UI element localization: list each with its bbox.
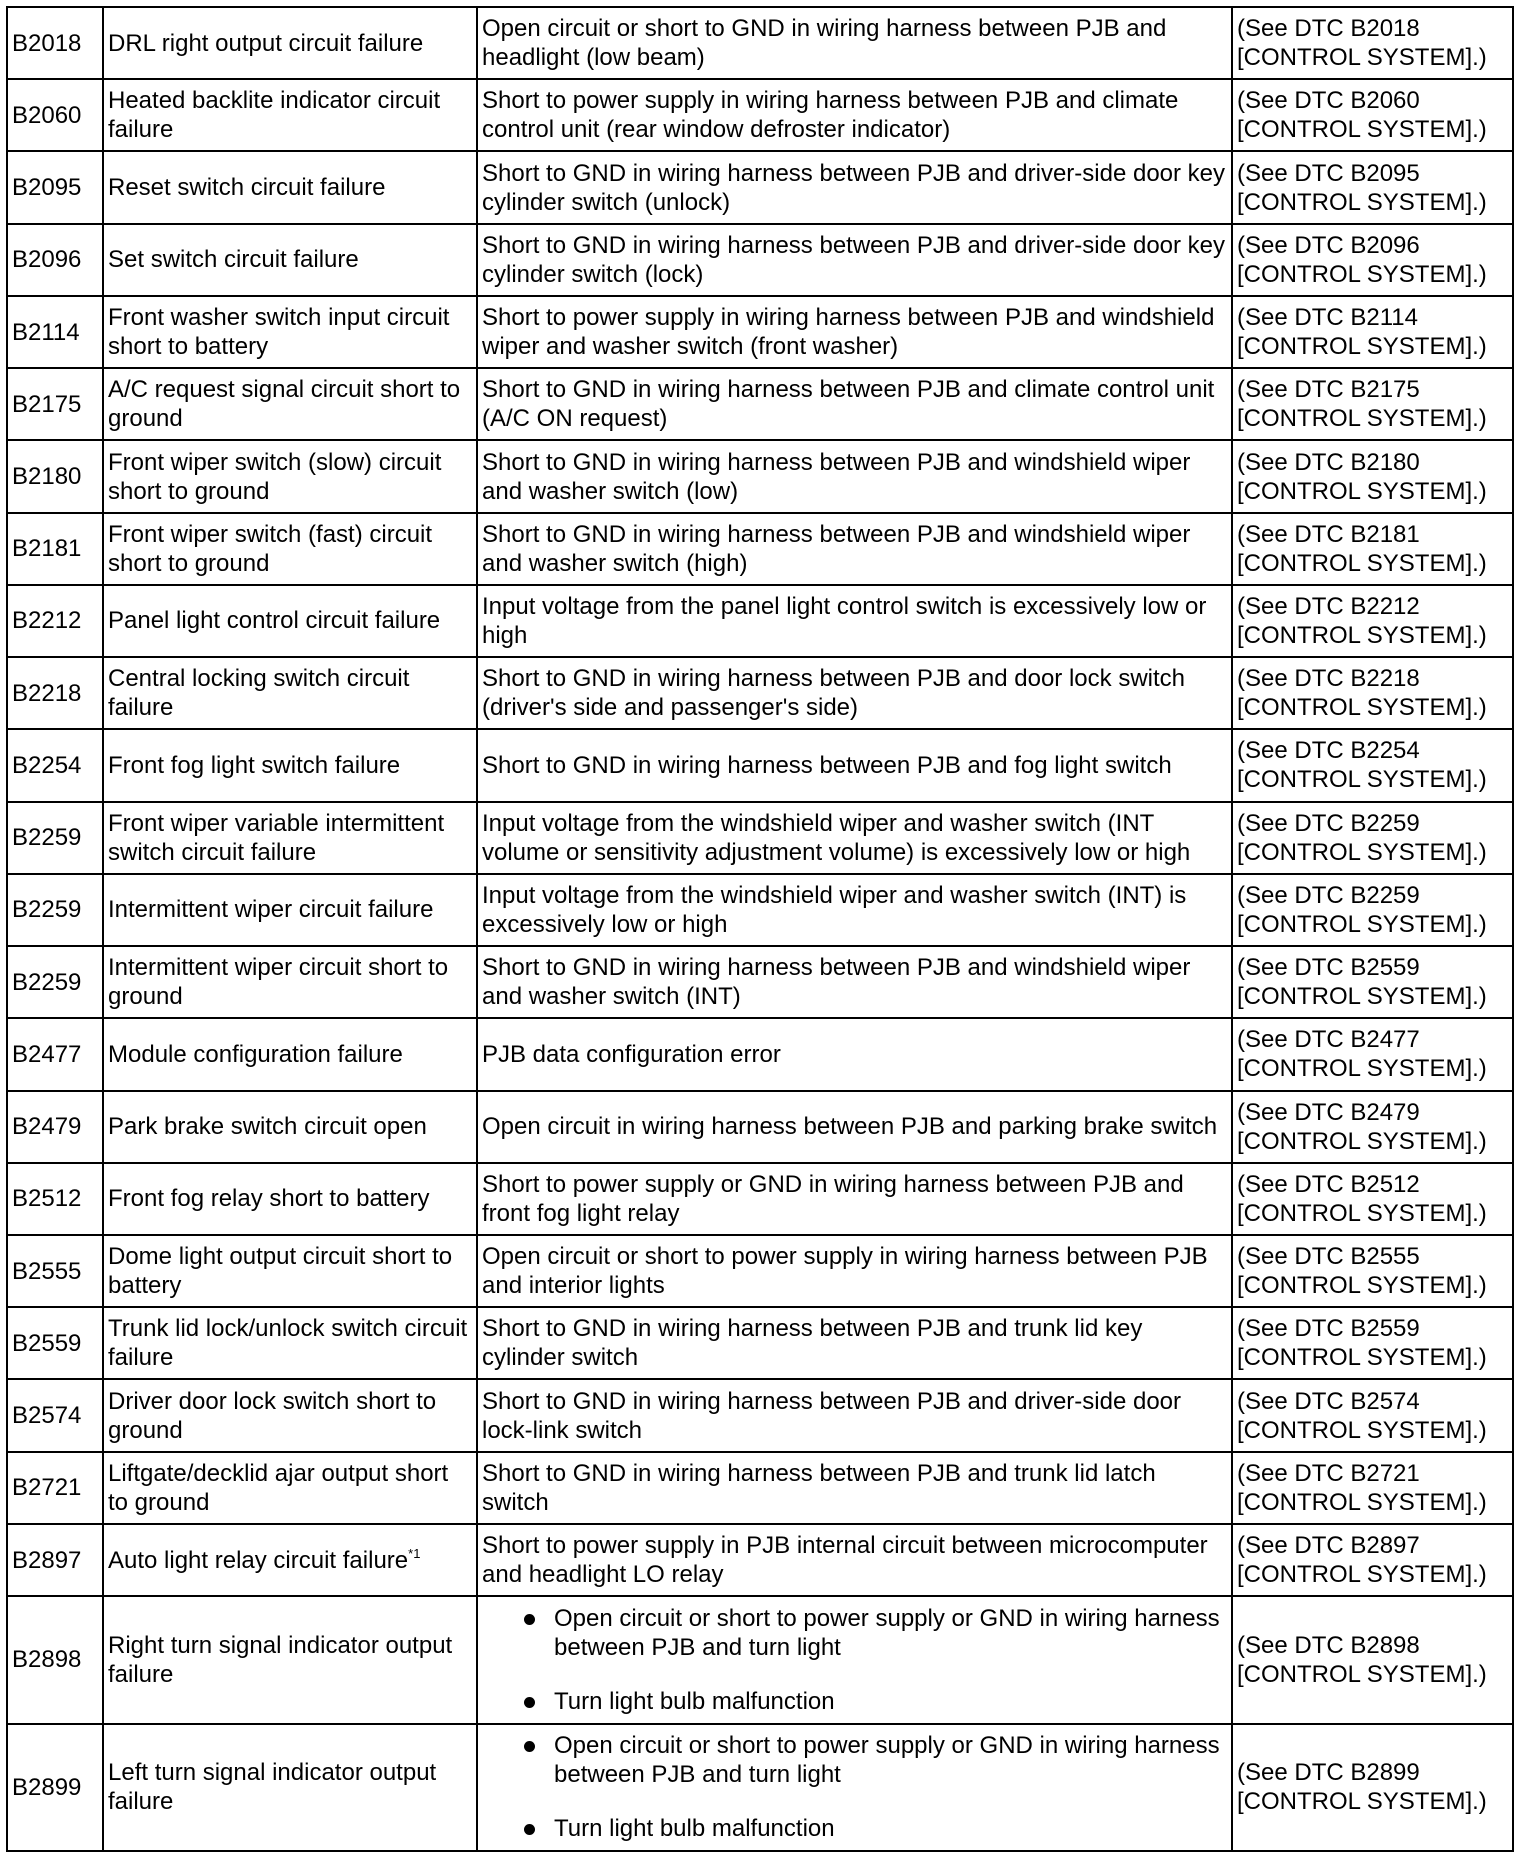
dtc-description-text: Park brake switch circuit open — [108, 1113, 427, 1141]
dtc-description — [103, 79, 477, 151]
possible-cause: Short to power supply in wiring harness between PJB and climate control unit (rear window defroster indicator) — [477, 79, 1232, 151]
table-row — [7, 1379, 1513, 1451]
dtc-description-text: Auto light relay circuit failure — [108, 1546, 409, 1574]
dtc-description-text: Central locking switch circuit failure — [108, 665, 410, 722]
possible-cause: Input voltage from the windshield wiper and washer switch (INT volume or sensitivity adjustment volume) is excessively low or high — [477, 802, 1232, 874]
possible-cause: Short to GND in wiring harness between PJB and door lock switch (driver's side and passenger's side) — [477, 657, 1232, 729]
cause-text: Turn light bulb malfunction — [554, 1687, 835, 1715]
dtc-description-text: A/C request signal circuit short to ground — [108, 376, 461, 433]
table-row — [7, 513, 1513, 585]
reference-link: (See DTC B2175 [CONTROL SYSTEM].) — [1232, 368, 1513, 440]
possible-cause: Short to GND in wiring harness between PJB and windshield wiper and washer switch (INT) — [477, 946, 1232, 1018]
reference-link: (See DTC B2477 [CONTROL SYSTEM].) — [1232, 1018, 1513, 1090]
dtc-table — [6, 6, 1514, 1852]
dtc-code: B2254 — [7, 729, 103, 801]
dtc-description — [103, 1379, 477, 1451]
dtc-description — [103, 296, 477, 368]
table-row — [7, 440, 1513, 512]
dtc-code: B2060 — [7, 79, 103, 151]
reference-link: (See DTC B2897 [CONTROL SYSTEM].) — [1232, 1524, 1513, 1596]
reference-link: (See DTC B2899 [CONTROL SYSTEM].) — [1232, 1724, 1513, 1851]
dtc-description — [103, 1163, 477, 1235]
table-row — [7, 1596, 1513, 1723]
table-row — [7, 1235, 1513, 1307]
reference-link: (See DTC B2218 [CONTROL SYSTEM].) — [1232, 657, 1513, 729]
dtc-description — [103, 1091, 477, 1163]
dtc-description-text: Panel light control circuit failure — [108, 607, 441, 635]
reference-link: (See DTC B2181 [CONTROL SYSTEM].) — [1232, 513, 1513, 585]
dtc-code: B2018 — [7, 7, 103, 79]
dtc-code: B2898 — [7, 1596, 103, 1723]
dtc-code: B2175 — [7, 368, 103, 440]
dtc-description — [103, 946, 477, 1018]
reference-link: (See DTC B2479 [CONTROL SYSTEM].) — [1232, 1091, 1513, 1163]
dtc-code: B2899 — [7, 1724, 103, 1851]
table-row — [7, 585, 1513, 657]
dtc-description-text: Dome light output circuit short to battery — [108, 1243, 453, 1300]
dtc-description-text: Front washer switch input circuit short to battery — [108, 304, 450, 361]
dtc-code: B2114 — [7, 296, 103, 368]
table-row — [7, 224, 1513, 296]
possible-cause — [477, 1596, 1232, 1723]
possible-cause: Short to GND in wiring harness between PJB and driver-side door key cylinder switch (unlock) — [477, 151, 1232, 223]
dtc-description — [103, 440, 477, 512]
possible-cause: Short to GND in wiring harness between PJB and fog light switch — [477, 729, 1232, 801]
dtc-description-text: Front wiper switch (fast) circuit short to ground — [108, 520, 433, 577]
dtc-code: B2181 — [7, 513, 103, 585]
list-item — [482, 1687, 1227, 1716]
bullet-icon — [524, 1614, 535, 1625]
dtc-code: B2555 — [7, 1235, 103, 1307]
dtc-description — [103, 1452, 477, 1524]
dtc-description-text: Trunk lid lock/unlock switch circuit failure — [108, 1315, 468, 1372]
possible-cause: Input voltage from the panel light control switch is excessively low or high — [477, 585, 1232, 657]
reference-link: (See DTC B2574 [CONTROL SYSTEM].) — [1232, 1379, 1513, 1451]
possible-cause — [477, 1724, 1232, 1851]
cause-text: Open circuit or short to power supply or GND in wiring harness between PJB and turn light — [554, 1732, 1220, 1789]
dtc-description — [103, 368, 477, 440]
reference-link: (See DTC B2212 [CONTROL SYSTEM].) — [1232, 585, 1513, 657]
dtc-code: B2180 — [7, 440, 103, 512]
table-row — [7, 802, 1513, 874]
dtc-description-text: Driver door lock switch short to ground — [108, 1387, 437, 1444]
reference-link: (See DTC B2095 [CONTROL SYSTEM].) — [1232, 151, 1513, 223]
dtc-code: B2212 — [7, 585, 103, 657]
bullet-icon — [524, 1697, 535, 1708]
bullet-icon — [524, 1741, 535, 1752]
table-row — [7, 151, 1513, 223]
dtc-code: B2512 — [7, 1163, 103, 1235]
dtc-code: B2479 — [7, 1091, 103, 1163]
possible-cause: Open circuit or short to power supply in wiring harness between PJB and interior lights — [477, 1235, 1232, 1307]
dtc-code: B2095 — [7, 151, 103, 223]
dtc-code: B2259 — [7, 802, 103, 874]
list-item — [482, 1731, 1227, 1789]
possible-cause: Short to GND in wiring harness between PJB and trunk lid key cylinder switch — [477, 1307, 1232, 1379]
reference-link: (See DTC B2559 [CONTROL SYSTEM].) — [1232, 946, 1513, 1018]
table-row — [7, 296, 1513, 368]
dtc-description-text: Module configuration failure — [108, 1040, 403, 1068]
table-row — [7, 946, 1513, 1018]
reference-link: (See DTC B2555 [CONTROL SYSTEM].) — [1232, 1235, 1513, 1307]
table-row — [7, 1018, 1513, 1090]
table-row — [7, 1091, 1513, 1163]
dtc-code: B2259 — [7, 874, 103, 946]
dtc-description — [103, 1524, 477, 1596]
list-item — [482, 1814, 1227, 1843]
dtc-code: B2096 — [7, 224, 103, 296]
possible-cause: Short to GND in wiring harness between PJB and driver-side door key cylinder switch (lock) — [477, 224, 1232, 296]
table-row — [7, 1163, 1513, 1235]
possible-cause: Short to power supply or GND in wiring harness between PJB and front fog light relay — [477, 1163, 1232, 1235]
possible-cause: Short to GND in wiring harness between PJB and windshield wiper and washer switch (low) — [477, 440, 1232, 512]
table-row — [7, 368, 1513, 440]
dtc-description-text: Front fog light switch failure — [108, 751, 401, 779]
footnote-marker: *1 — [408, 1545, 421, 1561]
dtc-description — [103, 657, 477, 729]
reference-link: (See DTC B2259 [CONTROL SYSTEM].) — [1232, 802, 1513, 874]
dtc-description-text: Right turn signal indicator output failure — [108, 1631, 453, 1688]
table-row — [7, 729, 1513, 801]
possible-cause: Short to GND in wiring harness between PJB and windshield wiper and washer switch (high) — [477, 513, 1232, 585]
dtc-description-text: Reset switch circuit failure — [108, 174, 386, 202]
dtc-description-text: Intermittent wiper circuit short to ground — [108, 954, 449, 1011]
reference-link: (See DTC B2096 [CONTROL SYSTEM].) — [1232, 224, 1513, 296]
dtc-description — [103, 585, 477, 657]
dtc-description-text: Heated backlite indicator circuit failure — [108, 87, 441, 144]
dtc-description-text: Intermittent wiper circuit failure — [108, 896, 434, 924]
list-item — [482, 1604, 1227, 1662]
dtc-code: B2218 — [7, 657, 103, 729]
reference-link: (See DTC B2259 [CONTROL SYSTEM].) — [1232, 874, 1513, 946]
reference-link: (See DTC B2898 [CONTROL SYSTEM].) — [1232, 1596, 1513, 1723]
table-row — [7, 7, 1513, 79]
reference-link: (See DTC B2018 [CONTROL SYSTEM].) — [1232, 7, 1513, 79]
dtc-description — [103, 802, 477, 874]
table-row — [7, 874, 1513, 946]
table-row — [7, 79, 1513, 151]
table-row — [7, 1452, 1513, 1524]
dtc-description — [103, 1235, 477, 1307]
dtc-description-text: Front wiper switch (slow) circuit short to ground — [108, 448, 442, 505]
bullet-icon — [524, 1824, 535, 1835]
reference-link: (See DTC B2254 [CONTROL SYSTEM].) — [1232, 729, 1513, 801]
dtc-description-text: Set switch circuit failure — [108, 246, 359, 274]
dtc-code: B2259 — [7, 946, 103, 1018]
dtc-code: B2477 — [7, 1018, 103, 1090]
dtc-description — [103, 1724, 477, 1851]
dtc-code: B2559 — [7, 1307, 103, 1379]
reference-link: (See DTC B2721 [CONTROL SYSTEM].) — [1232, 1452, 1513, 1524]
table-row — [7, 1724, 1513, 1851]
possible-cause: Open circuit or short to GND in wiring harness between PJB and headlight (low beam) — [477, 7, 1232, 79]
table-row — [7, 1524, 1513, 1596]
dtc-description — [103, 151, 477, 223]
dtc-code: B2721 — [7, 1452, 103, 1524]
reference-link: (See DTC B2559 [CONTROL SYSTEM].) — [1232, 1307, 1513, 1379]
dtc-description-text: Liftgate/decklid ajar output short to ground — [108, 1459, 449, 1516]
dtc-description — [103, 1307, 477, 1379]
table-row — [7, 657, 1513, 729]
dtc-description — [103, 729, 477, 801]
table-row — [7, 1307, 1513, 1379]
cause-text: Open circuit or short to power supply or GND in wiring harness between PJB and turn light — [554, 1604, 1220, 1661]
possible-cause: Short to power supply in PJB internal circuit between microcomputer and headlight LO relay — [477, 1524, 1232, 1596]
dtc-description — [103, 1018, 477, 1090]
cause-list — [482, 1604, 1227, 1716]
cause-list — [482, 1731, 1227, 1843]
dtc-description-text: DRL right output circuit failure — [108, 29, 424, 57]
possible-cause: Short to GND in wiring harness between PJB and driver-side door lock-link switch — [477, 1379, 1232, 1451]
dtc-description — [103, 224, 477, 296]
dtc-description-text: Left turn signal indicator output failure — [108, 1759, 437, 1816]
dtc-description-text: Front fog relay short to battery — [108, 1185, 430, 1213]
dtc-description — [103, 513, 477, 585]
dtc-code: B2897 — [7, 1524, 103, 1596]
reference-link: (See DTC B2114 [CONTROL SYSTEM].) — [1232, 296, 1513, 368]
possible-cause: PJB data configuration error — [477, 1018, 1232, 1090]
possible-cause: Short to GND in wiring harness between PJB and climate control unit (A/C ON request) — [477, 368, 1232, 440]
possible-cause: Short to GND in wiring harness between PJB and trunk lid latch switch — [477, 1452, 1232, 1524]
reference-link: (See DTC B2180 [CONTROL SYSTEM].) — [1232, 440, 1513, 512]
reference-link: (See DTC B2060 [CONTROL SYSTEM].) — [1232, 79, 1513, 151]
cause-text: Turn light bulb malfunction — [554, 1815, 835, 1843]
dtc-description — [103, 1596, 477, 1723]
dtc-table-body — [7, 7, 1513, 1851]
possible-cause: Input voltage from the windshield wiper and washer switch (INT) is excessively low or high — [477, 874, 1232, 946]
dtc-code: B2574 — [7, 1379, 103, 1451]
possible-cause: Short to power supply in wiring harness between PJB and windshield wiper and washer switch (front washer) — [477, 296, 1232, 368]
reference-link: (See DTC B2512 [CONTROL SYSTEM].) — [1232, 1163, 1513, 1235]
dtc-description — [103, 874, 477, 946]
possible-cause: Open circuit in wiring harness between PJB and parking brake switch — [477, 1091, 1232, 1163]
dtc-description-text: Front wiper variable intermittent switch circuit failure — [108, 809, 445, 866]
dtc-description — [103, 7, 477, 79]
